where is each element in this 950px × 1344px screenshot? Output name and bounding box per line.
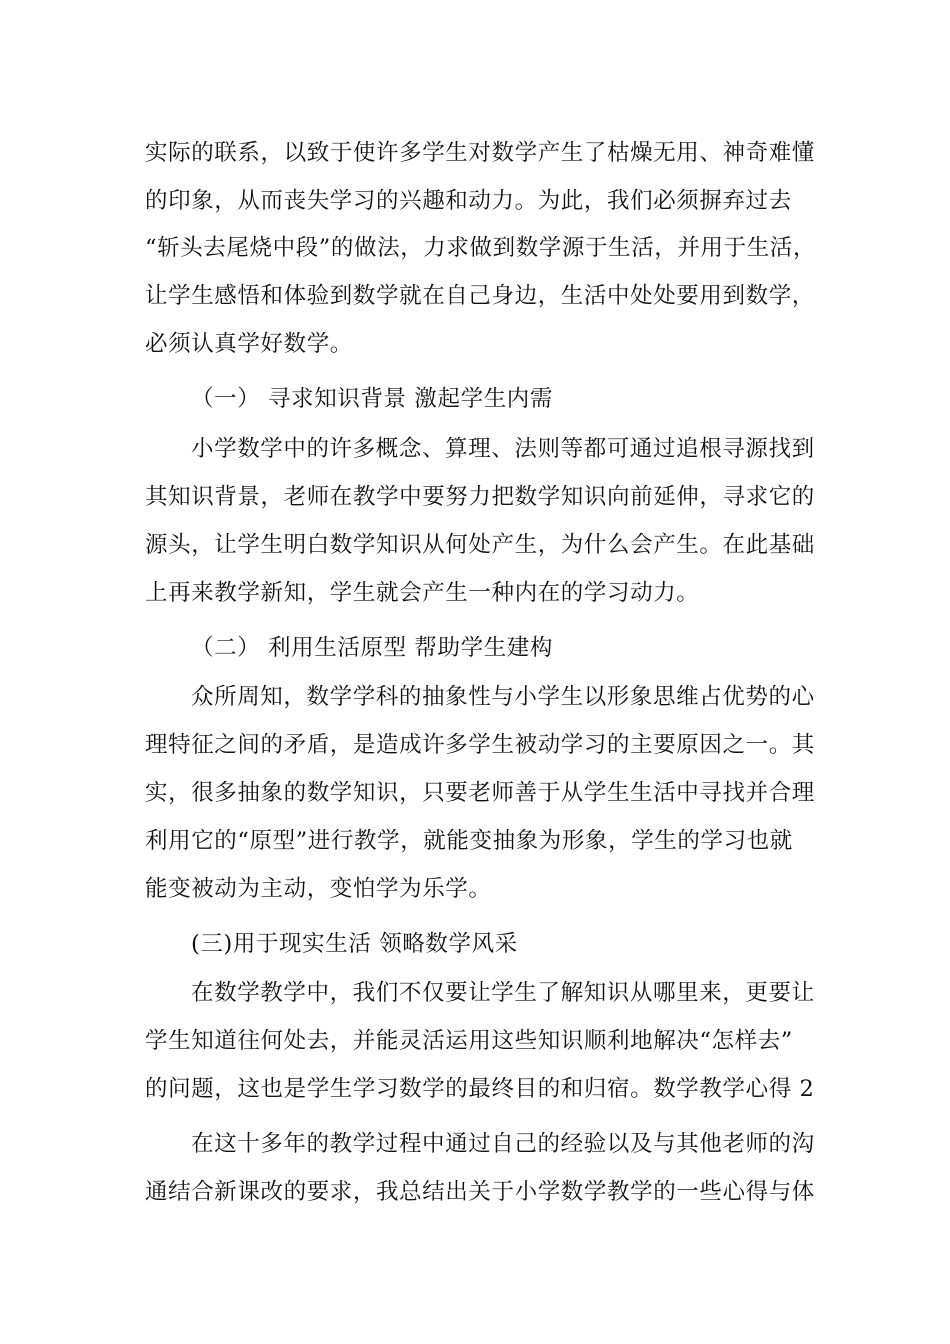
section-heading-3: (三)用于现实生活 领略数学风采	[191, 931, 518, 957]
body-text-line: 理特征之间的矛盾，是造成许多学生被动学习的主要原因之一。其	[145, 732, 815, 758]
body-text-line: “斩头去尾烧中段”的做法，力求做到数学源于生活，并用于生活，	[145, 235, 817, 261]
body-text-line: 实，很多抽象的数学知识，只要老师善于从学生生活中寻找并合理	[145, 780, 815, 806]
paragraph-first-line: 众所周知，数学学科的抽象性与小学生以形象思维占优势的心	[191, 684, 815, 710]
body-text-line: 必须认真学好数学。	[145, 331, 353, 357]
section-heading-1: （一） 寻求知识背景 激起学生内需	[191, 386, 554, 412]
section-heading-2: （二） 利用生活原型 帮助学生建构	[191, 635, 554, 661]
body-text-line: 源头，让学生明白数学知识从何处产生，为什么会产生。在此基础	[145, 532, 815, 558]
body-text-line: 利用它的“原型”进行教学，就能变抽象为形象，学生的学习也就	[145, 828, 793, 854]
body-text-line: 的印象，从而丧失学习的兴趣和动力。为此，我们必须摒弃过去	[145, 188, 792, 214]
body-text-line: 学生知道往何处去，并能灵活运用这些知识顺利地解决“怎样去”	[145, 1028, 793, 1054]
body-text-line: 实际的联系，以致于使许多学生对数学产生了枯燥无用、神奇难懂	[145, 140, 815, 166]
body-text-line: 的问题，这也是学生学习数学的最终目的和归宿。数学教学心得 2	[145, 1076, 815, 1102]
body-text-line: 能变被动为主动，变怕学为乐学。	[145, 876, 492, 902]
body-text-line: 通结合新课改的要求，我总结出关于小学数学教学的一些心得与体	[145, 1179, 815, 1205]
paragraph-first-line: 在这十多年的教学过程中通过自己的经验以及与其他老师的沟	[191, 1131, 815, 1157]
body-text-line: 让学生感悟和体验到数学就在自己身边，生活中处处要用到数学，	[145, 283, 815, 309]
body-text-line: 其知识背景，老师在教学中要努力把数学知识向前延伸，寻求它的	[145, 484, 815, 510]
paragraph-first-line: 小学数学中的许多概念、算理、法则等都可通过追根寻源找到	[191, 436, 815, 462]
body-text-line: 上再来教学新知，学生就会产生一种内在的学习动力。	[145, 580, 700, 606]
paragraph-first-line: 在数学教学中，我们不仅要让学生了解知识从哪里来，更要让	[191, 980, 815, 1006]
